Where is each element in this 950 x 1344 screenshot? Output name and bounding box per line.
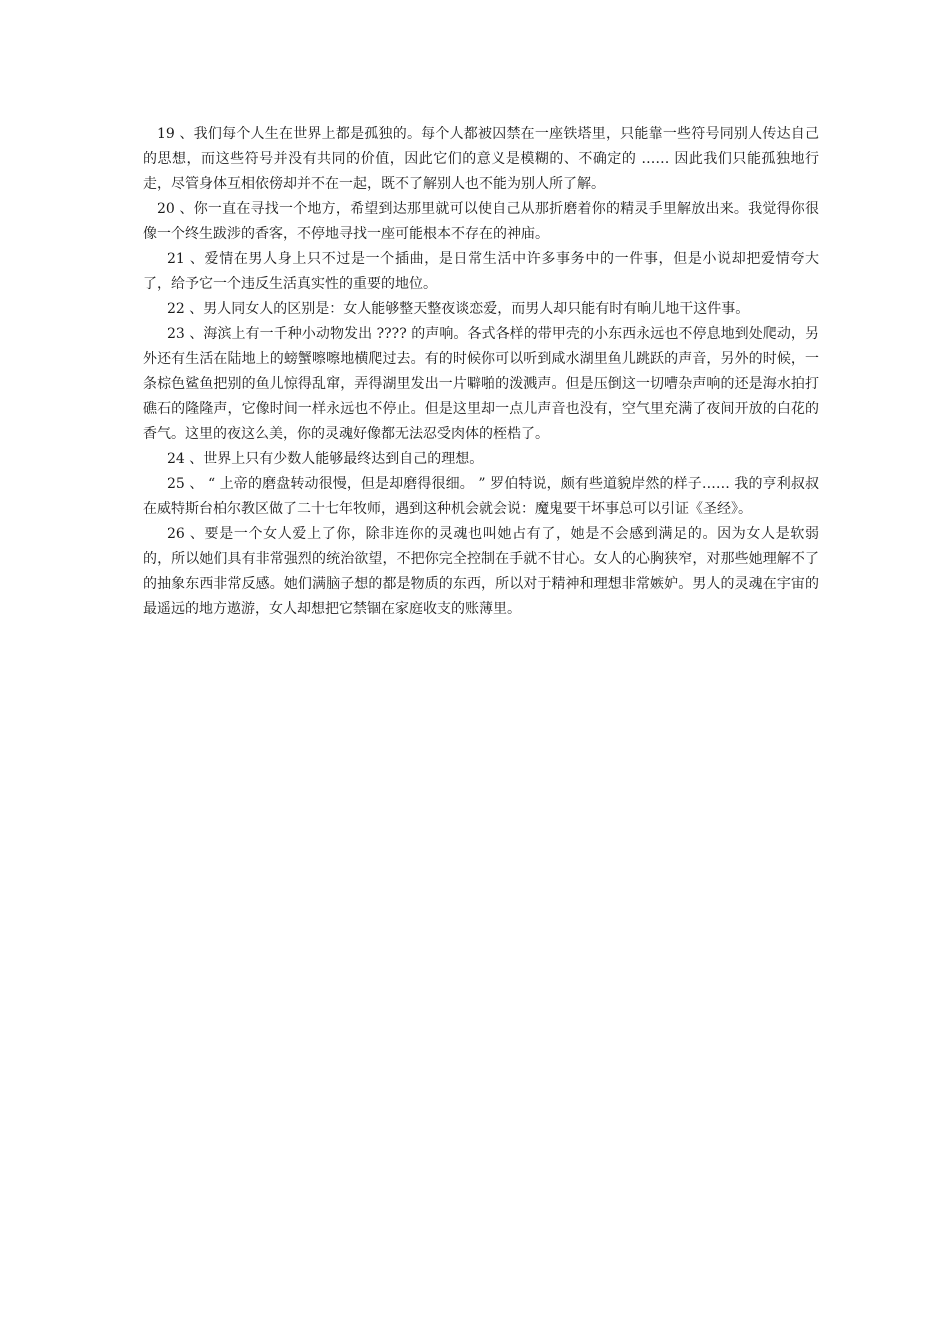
document-body	[143, 122, 819, 622]
paragraph-21: 21 、爱情在男人身上只不过是一个插曲，是日常生活中许多事务中的一件事，但是小说却把爱情夸大了，给予它一个违反生活真实性的重要的地位。	[143, 251, 819, 292]
paragraph-23: 23 、海滨上有一千种小动物发出 ???? 的声响。各式各样的带甲壳的小东西永远也不停息地到处爬动，另外还有生活在陆地上的螃蟹嚓嚓地横爬过去。有的时候你可以听到咸水湖里鱼儿跳跃的声音，另外的时候，一条棕色鲨鱼把别的鱼儿惊得乱窜，弄得湖里发出一片噼啪的泼溅声。但是压倒这一切嘈杂声响的还是海水拍打礁石的隆隆声，它像时间一样永远也不停止。但是这里却一点儿声音也没有，空气里充满了夜间开放的白花的香气。这里的夜这么美，你的灵魂好像都无法忍受肉体的桎梏了。	[143, 326, 819, 442]
paragraph-24: 24 、世界上只有少数人能够最终达到自己的理想。	[167, 451, 484, 467]
paragraph-22: 22 、男人同女人的区别是：女人能够整天整夜谈恋爱，而男人却只能有时有晌儿地干这件事。	[167, 301, 750, 317]
paragraph-25: 25 、 “ 上帝的磨盘转动很慢，但是却磨得很细。 ” 罗伯特说，颇有些道貌岸然的样子…… 我的亨利叔叔在威特斯台柏尔教区做了二十七年牧师，遇到这种机会就会说：魔鬼要干坏事总可以引证《圣经》。	[143, 476, 819, 517]
paragraph-26: 26 、要是一个女人爱上了你，除非连你的灵魂也叫她占有了，她是不会感到满足的。因为女人是软弱的，所以她们具有非常强烈的统治欲望，不把你完全控制在手就不甘心。女人的心胸狭窄，对那些她理解不了的抽象东西非常反感。她们满脑子想的都是物质的东西，所以对于精神和理想非常嫉妒。男人的灵魂在宇宙的最遥远的地方遨游，女人却想把它禁锢在家庭收支的账薄里。	[143, 526, 819, 617]
paragraph-19: 19 、我们每个人生在世界上都是孤独的。每个人都被囚禁在一座铁塔里，只能靠一些符号同别人传达自己的思想，而这些符号并没有共同的价值，因此它们的意义是模糊的、不确定的 …… 因此我们只能孤独地行走，尽管身体互相依傍却并不在一起，既不了解别人也不能为别人所了解。	[143, 126, 819, 192]
paragraph-20: 20 、你一直在寻找一个地方，希望到达那里就可以使自己从那折磨着你的精灵手里解放出来。我觉得你很像一个终生跋涉的香客，不停地寻找一座可能根本不存在的神庙。	[143, 201, 819, 242]
